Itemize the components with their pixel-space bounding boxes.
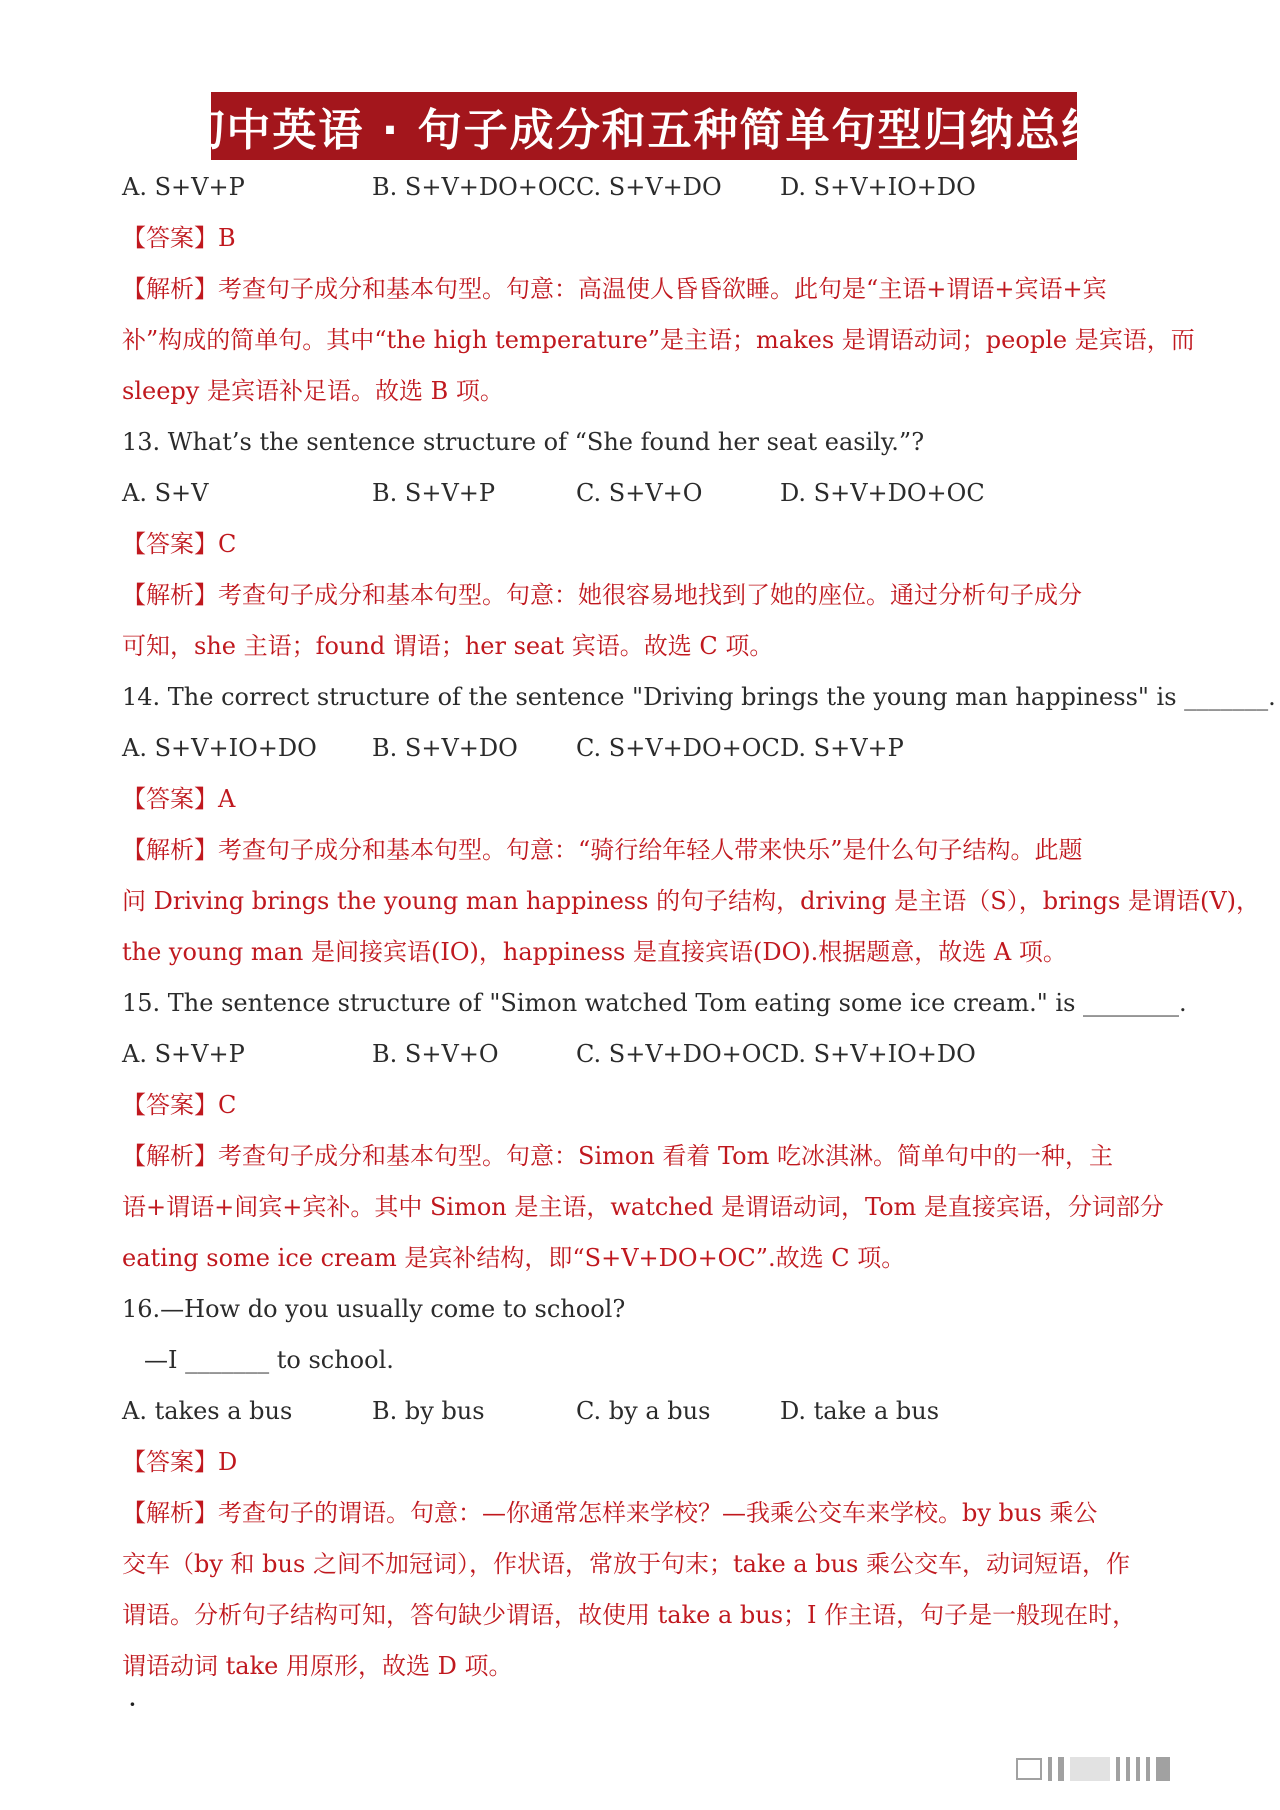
q16-question: 16.—How do you usually come to school? [122, 1295, 626, 1323]
q16-analysis-line: 【解析】考查句子的谓语。句意：—你通常怎样来学校？—我乘公交车来学校。by bus 乘公 [122, 1499, 1098, 1527]
document-body [122, 162, 1276, 1692]
q15-options [122, 1029, 1170, 1080]
q16-question-reply: —I _______ to school. [144, 1346, 394, 1374]
option-a: A. S+V+IO+DO [122, 734, 317, 762]
option-d: D. take a bus [780, 1397, 940, 1425]
option-a: A. takes a bus [122, 1397, 293, 1425]
watermark-logo [1016, 1754, 1266, 1784]
q13-answer: 【答案】C [122, 530, 237, 558]
bullet-dot: · [128, 1688, 137, 1721]
q14-question: 14. The correct structure of the sentence "Driving brings the young man happiness" is _______. [122, 683, 1276, 711]
q12-answer: 【答案】B [122, 224, 236, 252]
q15-analysis-line: 语+谓语+间宾+宾补。其中 Simon 是主语，watched 是谓语动词，Tom 是直接宾语，分词部分 [122, 1193, 1164, 1221]
q16-analysis-line: 谓语动词 take 用原形，故选 D 项。 [122, 1652, 513, 1680]
q14-analysis-line: 【解析】考查句子成分和基本句型。句意：“骑行给年轻人带来快乐”是什么句子结构。此题 [122, 836, 1083, 864]
option-b: B. S+V+O [372, 1040, 499, 1068]
q14-analysis-line: the young man 是间接宾语(IO)，happiness 是直接宾语(DO).根据题意，故选 A 项。 [122, 938, 1067, 966]
q15-analysis-line: 【解析】考查句子成分和基本句型。句意：Simon 看着 Tom 吃冰淇淋。简单句中的一种，主 [122, 1142, 1114, 1170]
option-b: B. S+V+DO+OC [372, 173, 576, 201]
option-c: C. by a bus [576, 1397, 711, 1425]
q13-analysis-line: 【解析】考查句子成分和基本句型。句意：她很容易地找到了她的座位。通过分析句子成分 [122, 581, 1082, 609]
option-c: C. S+V+DO+OC [576, 1040, 780, 1068]
q16-analysis-line: 交车（by 和 bus 之间不加冠词），作状语，常放于句末；take a bus 乘公交车，动词短语，作 [122, 1550, 1130, 1578]
option-c: C. S+V+O [576, 479, 703, 507]
q15-analysis-line: eating some ice cream 是宾补结构，即“S+V+DO+OC”.故选 C 项。 [122, 1244, 906, 1272]
option-a: A. S+V+P [122, 1040, 245, 1068]
q12-analysis-line: 补”构成的简单句。其中“the high temperature”是主语；makes 是谓语动词；people 是宾语，而 [122, 326, 1195, 354]
option-b: B. S+V+P [372, 479, 496, 507]
q15-question: 15. The sentence structure of "Simon watched Tom eating some ice cream." is ________. [122, 989, 1187, 1017]
option-a: A. S+V+P [122, 173, 245, 201]
q12-analysis-line: sleepy 是宾语补足语。故选 B 项。 [122, 377, 504, 405]
option-b: B. S+V+DO [372, 734, 518, 762]
q13-question: 13. What’s the sentence structure of “She found her seat easily.”? [122, 428, 925, 456]
option-b: B. by bus [372, 1397, 485, 1425]
option-d: D. S+V+IO+DO [780, 1040, 976, 1068]
q14-options [122, 723, 1170, 774]
page-title: 初中英语 · 句子成分和五种简单句型归纳总结 [180, 105, 1108, 156]
option-a: A. S+V [122, 479, 209, 507]
option-c: C. S+V+DO+OC [576, 734, 780, 762]
q12-analysis-line: 【解析】考查句子成分和基本句型。句意：高温使人昏昏欲睡。此句是“主语+谓语+宾语+宾 [122, 275, 1107, 303]
q16-options [122, 1386, 1170, 1437]
q12-options [122, 162, 1170, 213]
q16-answer: 【答案】D [122, 1448, 238, 1476]
option-c: C. S+V+DO [576, 173, 722, 201]
option-d: D. S+V+DO+OC [780, 479, 985, 507]
q13-options [122, 468, 1170, 519]
q13-analysis-line: 可知，she 主语；found 谓语；her seat 宾语。故选 C 项。 [122, 632, 774, 660]
title-banner [180, 92, 1108, 160]
q14-analysis-line: 问 Driving brings the young man happiness 的句子结构，driving 是主语（S），brings 是谓语(V)， [122, 887, 1261, 915]
option-d: D. S+V+IO+DO [780, 173, 976, 201]
q15-answer: 【答案】C [122, 1091, 237, 1119]
q16-analysis-line: 谓语。分析句子结构可知，答句缺少谓语，故使用 take a bus；I 作主语，句子是一般现在时， [122, 1601, 1137, 1629]
option-d: D. S+V+P [780, 734, 904, 762]
q14-answer: 【答案】A [122, 785, 236, 813]
